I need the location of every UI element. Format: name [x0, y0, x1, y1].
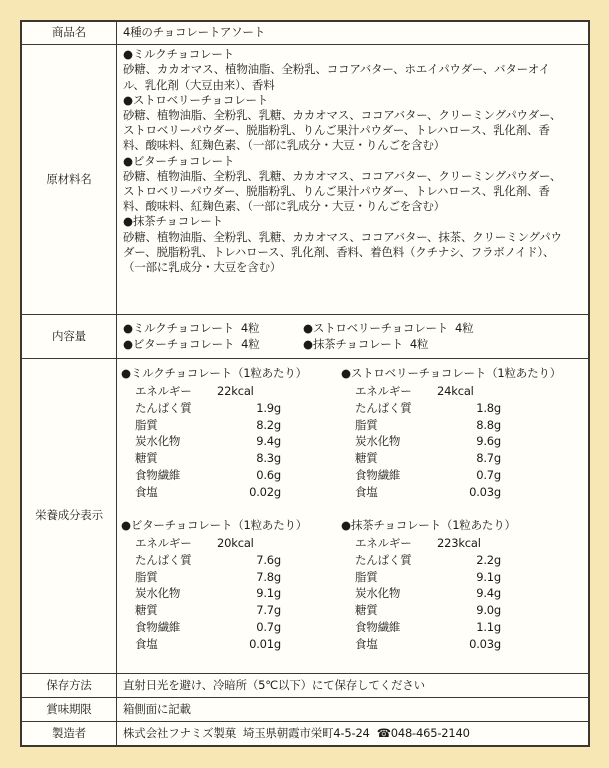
ingredient-line: 砂糖、カカオマス、植物油脂、全粉乳、ココアバター、ホエイパウダー、バターオイ: [123, 62, 550, 77]
nutrient-value: 1.8g: [476, 400, 501, 415]
nutrient-name: 脂質: [355, 417, 378, 432]
product-label-sheet: [20, 20, 590, 747]
ingredient-line: ストロベリーパウダー、脱脂粉乳、りんご果汁パウダー、トレハロース、乳化剤、香: [123, 184, 550, 199]
nutrition-block-title: ●ストロベリーチョコレート（1粒あたり）: [341, 365, 562, 380]
nutrition-row-item: [341, 602, 556, 619]
nutrient-name: 食塩: [355, 636, 378, 651]
nutrition-row-item: [121, 552, 336, 569]
ingredient-line: 料、酸味料、紅麹色素、（一部に乳成分・大豆・りんごを含む）: [123, 138, 445, 153]
nutrition-row-item: [121, 467, 336, 484]
ingredient-heading: ●ビターチョコレート: [123, 153, 235, 168]
ingredient-line: ル、乳化剤（大豆由来）、香料: [123, 77, 275, 92]
nutrient-name: 脂質: [355, 569, 378, 584]
ingredient-line: （一部に乳成分・大豆を含む）: [123, 260, 282, 275]
ingredient-group-milk: [123, 47, 580, 93]
nutrition-row-item: [341, 484, 556, 501]
ingredient-line: 料、酸味料、紅麹色素、（一部に乳成分・大豆・りんごを含む）: [123, 199, 445, 214]
nutrition-row-item: [341, 417, 556, 434]
nutrient-name: 食物繊維: [355, 467, 401, 482]
nutrient-name: 脂質: [135, 417, 158, 432]
nutrient-name: 炭水化物: [135, 586, 181, 601]
nutrient-value: 22kcal: [217, 383, 254, 398]
nutrient-value: 0.7g: [476, 467, 501, 482]
nutrient-name: エネルギー: [355, 383, 412, 398]
nutrition-row-item: [341, 400, 556, 417]
nutrition-row-item: [121, 484, 336, 501]
nutrient-value: 9.1g: [256, 586, 281, 601]
nutrient-name: 炭水化物: [355, 434, 401, 449]
nutrition-cell: [117, 358, 589, 674]
nutrition-label: 栄養成分表示: [22, 358, 117, 674]
contents-label: 内容量: [22, 315, 117, 358]
nutrient-value: 9.1g: [476, 569, 501, 584]
nutrient-value: 0.03g: [469, 484, 501, 499]
nutrition-row-item: [121, 585, 336, 602]
nutrient-name: エネルギー: [135, 535, 192, 550]
storage-label: 保存方法: [22, 674, 117, 698]
nutrient-value: 2.2g: [476, 552, 501, 567]
ingredient-group-matcha: [123, 214, 580, 275]
contents-item: ●抹茶チョコレート 4粒: [303, 336, 429, 351]
nutrition-block-title: ●ミルクチョコレート（1粒あたり）: [121, 365, 307, 380]
product-name-row: [22, 22, 588, 45]
expiry-row: [22, 698, 588, 722]
nutrient-value: 1.9g: [256, 400, 281, 415]
nutrition-row-item: [121, 535, 336, 552]
nutrient-value: 8.2g: [256, 417, 281, 432]
nutrient-name: 食塩: [355, 484, 378, 499]
contents-item: ●ミルクチョコレート 4粒: [123, 321, 260, 336]
nutrient-name: たんぱく質: [135, 552, 192, 567]
nutrition-block-milk: [121, 366, 336, 501]
ingredient-heading: ●抹茶チョコレート: [123, 214, 223, 229]
nutrient-name: たんぱく質: [355, 552, 412, 567]
nutrient-value: 9.0g: [476, 603, 501, 618]
ingredient-group-bitter: [123, 154, 580, 215]
nutrition-row-item: [121, 569, 336, 586]
nutrient-name: 糖質: [135, 451, 158, 466]
nutrition-row-item: [341, 467, 556, 484]
nutrition-row: [22, 358, 588, 674]
nutrition-row-item: [121, 619, 336, 636]
nutrient-name: 糖質: [355, 451, 378, 466]
product-name-label: 商品名: [22, 22, 117, 45]
nutrient-name: 糖質: [135, 603, 158, 618]
nutrient-name: 炭水化物: [355, 586, 401, 601]
ingredient-heading: ●ストロベリーチョコレート: [123, 92, 269, 107]
ingredient-line: ダー、脱脂粉乳、トレハロース、乳化剤、香料、着色料（クチナシ、フラボノイド）、: [123, 244, 555, 259]
nutrition-row-item: [121, 433, 336, 450]
storage-row: [22, 674, 588, 698]
nutrition-row-item: [121, 636, 336, 653]
contents-row: [22, 315, 588, 358]
product-info-table: [22, 22, 588, 745]
nutrient-value: 0.02g: [249, 484, 281, 499]
nutrient-value: 7.6g: [256, 552, 281, 567]
nutrient-value: 8.3g: [256, 451, 281, 466]
nutrition-row-item: [341, 569, 556, 586]
nutrient-value: 7.8g: [256, 569, 281, 584]
nutrient-value: 9.4g: [256, 434, 281, 449]
nutrition-row-item: [341, 383, 556, 400]
nutrient-value: 8.7g: [476, 451, 501, 466]
ingredient-line: 砂糖、植物油脂、全粉乳、乳糖、カカオマス、ココアバター、クリーミングパウダー、: [123, 168, 562, 183]
nutrient-value: 0.7g: [256, 619, 281, 634]
ingredients-label: 原材料名: [22, 45, 117, 315]
contents-item: ●ストロベリーチョコレート 4粒: [303, 321, 474, 336]
ingredient-line: 砂糖、植物油脂、全粉乳、乳糖、カカオマス、ココアバター、抹茶、クリーミングパウ: [123, 229, 562, 244]
nutrient-value: 0.6g: [256, 467, 281, 482]
nutrition-row-item: [341, 636, 556, 653]
nutrition-row-item: [341, 450, 556, 467]
nutrient-value: 7.7g: [256, 603, 281, 618]
ingredient-group-strawberry: [123, 93, 580, 154]
maker-label: 製造者: [22, 721, 117, 745]
ingredient-heading: ●ミルクチョコレート: [123, 47, 234, 62]
ingredient-line: 砂糖、植物油脂、全粉乳、乳糖、カカオマス、ココアバター、クリーミングパウダー、: [123, 108, 562, 122]
nutrient-name: たんぱく質: [355, 400, 412, 415]
nutrient-name: エネルギー: [355, 535, 412, 550]
nutrition-row-item: [341, 433, 556, 450]
nutrient-value: 0.01g: [249, 636, 281, 651]
ingredients-row: [22, 45, 588, 315]
nutrient-value: 20kcal: [217, 535, 254, 550]
nutrient-value: 223kcal: [437, 535, 481, 550]
nutrient-value: 8.8g: [476, 417, 501, 432]
nutrient-name: エネルギー: [135, 383, 192, 398]
nutrition-block-bitter: [121, 518, 336, 653]
contents-item: ●ビターチョコレート 4粒: [123, 336, 260, 351]
nutrition-row-item: [121, 400, 336, 417]
nutrition-row-item: [121, 450, 336, 467]
nutrition-block-matcha: [341, 518, 556, 653]
nutrient-value: 24kcal: [437, 383, 474, 398]
ingredients-cell: [117, 45, 589, 315]
expiry-value: 箱側面に記載: [117, 698, 589, 722]
nutrient-name: 食物繊維: [135, 619, 181, 634]
nutrition-block-strawberry: [341, 365, 562, 501]
nutrient-name: 糖質: [355, 603, 378, 618]
expiry-label: 賞味期限: [22, 698, 117, 722]
nutrition-block-title: ●ビターチョコレート（1粒あたり）: [121, 517, 308, 532]
nutrition-row-item: [121, 383, 336, 400]
contents-cell: [117, 315, 589, 358]
maker-row: [22, 721, 588, 745]
storage-value: 直射日光を避け、冷暗所（5℃以下）にて保存してください: [117, 674, 589, 698]
nutrient-name: 食物繊維: [355, 619, 401, 634]
product-name-value: 4種のチョコレートアソート: [117, 22, 589, 45]
nutrient-name: 脂質: [135, 569, 158, 584]
nutrition-block-title: ●抹茶チョコレート（1粒あたり）: [341, 517, 516, 532]
nutrition-row-item: [121, 602, 336, 619]
nutrient-name: 食塩: [135, 636, 158, 651]
nutrient-name: 食塩: [135, 484, 158, 499]
nutrient-name: 食物繊維: [135, 467, 181, 482]
nutrient-value: 0.03g: [469, 636, 501, 651]
nutrient-name: 炭水化物: [135, 434, 181, 449]
nutrient-value: 9.4g: [476, 586, 501, 601]
nutrition-row-item: [341, 585, 556, 602]
nutrition-row-item: [341, 619, 556, 636]
nutrient-value: 1.1g: [476, 619, 501, 634]
ingredient-line: ストロベリーパウダー、脱脂粉乳、りんご果汁パウダー、トレハロース、乳化剤、香: [123, 123, 550, 138]
nutrient-name: たんぱく質: [135, 400, 192, 415]
maker-value: 株式会社フナミズ製菓 埼玉県朝霞市栄町4-5-24 ☎048-465-2140: [117, 721, 589, 745]
nutrition-row-item: [341, 552, 556, 569]
nutrient-value: 9.6g: [476, 434, 501, 449]
nutrition-row-item: [121, 417, 336, 434]
nutrition-row-item: [341, 535, 556, 552]
